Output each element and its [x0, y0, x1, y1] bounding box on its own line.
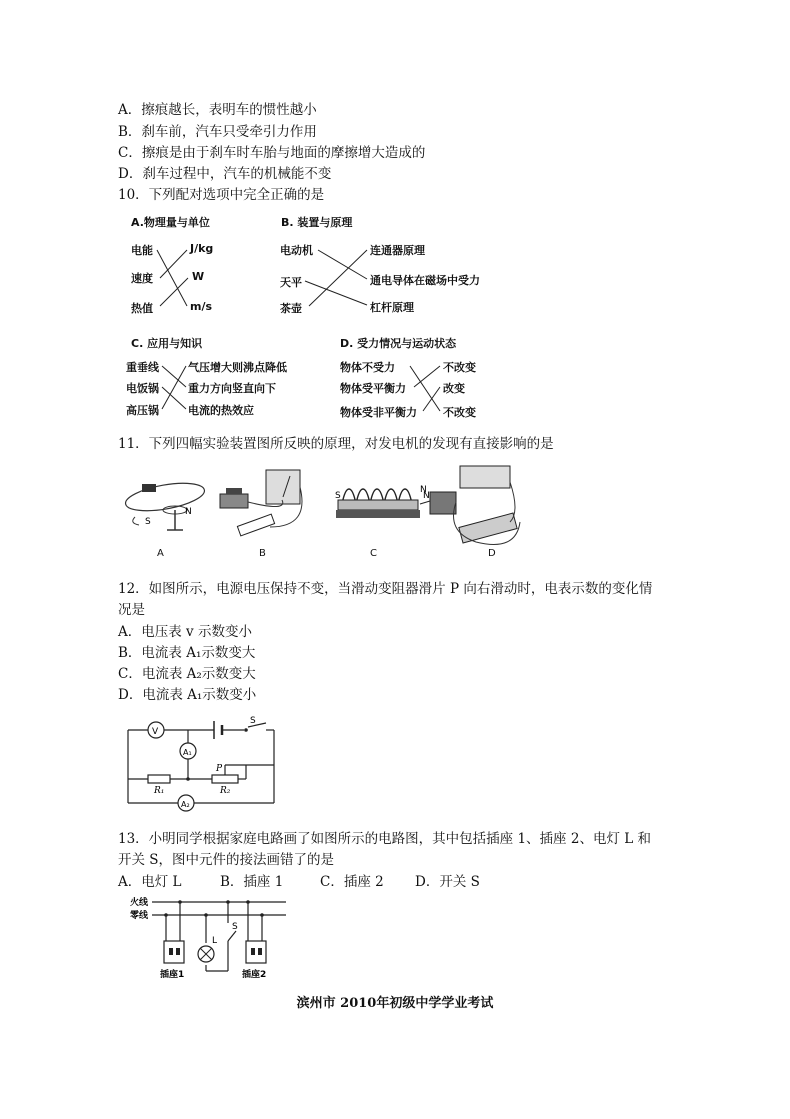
socket-2-label: 插座2	[242, 970, 267, 980]
q12-option-a: A．电压表 v 示数变小	[118, 624, 252, 640]
q11-caption-b: B	[259, 548, 266, 559]
switch-s-label-13: S	[232, 922, 238, 932]
q10-a-left-1: 电能	[131, 244, 153, 257]
q10-c-left-3: 高压锅	[126, 404, 159, 417]
q10-b-left-2: 天平	[280, 276, 302, 289]
q10-b-right-1: 连通器原理	[370, 244, 425, 257]
q12-circuit-diagram	[126, 713, 286, 813]
q10-b-right-3: 杠杆原理	[370, 301, 414, 314]
neutral-wire-label: 零线	[130, 911, 149, 921]
q11-fig-c-n-label: N	[423, 491, 430, 501]
socket-1-label: 插座1	[160, 970, 185, 980]
q12-option-c: C．电流表 A₂示数变大	[118, 666, 256, 682]
q10-c-right-1: 气压增大则沸点降低	[188, 361, 287, 374]
q10-b-title: B. 装置与原理	[281, 216, 353, 229]
q10-d-right-2: 改变	[443, 382, 465, 395]
switch-s-label: S	[250, 716, 256, 726]
q10-b-left-3: 茶壶	[280, 302, 302, 315]
q10-c-right-2: 重力方向竖直向下	[188, 382, 276, 395]
q11-experiment-figures	[120, 462, 520, 562]
q10-d-right-1: 不改变	[443, 361, 476, 374]
q10-a-title: A.物理量与单位	[131, 216, 210, 229]
q9-option-c: C．擦痕是由于刹车时车胎与地面的摩擦增大造成的	[118, 145, 426, 161]
q11-fig-d-motor	[430, 466, 520, 545]
q10-d-title: D. 受力情况与运动状态	[340, 337, 457, 350]
q11-fig-c-s-label: S	[335, 491, 341, 501]
q10-c-left-2: 电饭锅	[126, 382, 159, 395]
q10-a-left-3: 热值	[131, 302, 153, 315]
q10-b-right-2: 通电导体在磁场中受力	[370, 274, 480, 287]
q12-stem-line-2: 况是	[118, 602, 145, 618]
q11-stem: 11．下列四幅实验装置图所反映的原理，对发电机的发现有直接影响的是	[118, 436, 554, 452]
ammeter-a2-label: A₂	[181, 800, 190, 809]
q10-d-left-3: 物体受非平衡力	[340, 406, 417, 419]
voltmeter-label: V	[152, 727, 159, 737]
q10-c-title: C. 应用与知识	[131, 337, 203, 350]
slider-p-label: P	[216, 764, 223, 774]
resistor-r2-label: R₂	[220, 786, 231, 796]
q10-b-left-1: 电动机	[280, 244, 313, 257]
q10-d-left-2: 物体受平衡力	[340, 382, 406, 395]
live-wire-label: 火线	[130, 898, 149, 908]
q10-stem: 10．下列配对选项中完全正确的是	[118, 187, 325, 203]
q11-fig-b-induction	[220, 470, 302, 536]
resistor-r1-label: R₁	[154, 786, 165, 796]
q12-option-d: D．电流表 A₁示数变小	[118, 687, 257, 703]
q13-option-a: A．电灯 L	[118, 874, 182, 890]
ammeter-a1-label: A₁	[183, 748, 192, 757]
q12-stem-line-1: 12．如图所示，电源电压保持不变，当滑动变阻器滑片 P 向右滑动时，电表示数的变化情	[118, 581, 653, 597]
q10-a-right-2: W	[192, 270, 205, 283]
q9-option-b: B．刹车前，汽车只受牵引力作用	[118, 124, 317, 140]
q9-option-a: A．擦痕越长，表明车的惯性越小	[118, 102, 317, 118]
q10-c-left-1: 重垂线	[126, 361, 159, 374]
q9-option-d: D．刹车过程中，汽车的机械能不变	[118, 166, 332, 182]
q10-c-right-3: 电流的热效应	[188, 404, 254, 417]
q10-a-left-2: 速度	[131, 272, 153, 285]
q11-fig-a-n-label: N	[185, 507, 192, 517]
q11-fig-a-oersted	[124, 478, 207, 530]
q13-home-circuit-diagram	[128, 893, 298, 983]
lamp-l-label: L	[212, 936, 218, 946]
q13-stem-line-1: 13．小明同学根据家庭电路画了如图所示的电路图，其中包括插座 1、插座 2、电灯 L 和	[118, 831, 651, 847]
q10-a-right-3: m/s	[190, 300, 213, 313]
q13-stem-line-2: 开关 S，图中元件的接法画错了的是	[118, 852, 335, 868]
q11-caption-a: A	[157, 548, 164, 559]
q11-fig-d-n-label: N	[420, 485, 427, 495]
q11-fig-a-s-label: S	[145, 517, 151, 527]
q12-option-b: B．电流表 A₁示数变大	[118, 645, 256, 661]
q11-caption-d: D	[488, 548, 496, 559]
exam-title-footer: 滨州市 2010年初级中学学业考试	[296, 996, 494, 1011]
q11-caption-c: C	[370, 548, 377, 559]
q13-option-b: B．插座 1	[220, 874, 284, 890]
q13-option-c: C．插座 2	[320, 874, 384, 890]
q10-d-right-3: 不改变	[443, 406, 476, 419]
q13-option-d: D．开关 S	[415, 874, 480, 890]
q10-d-left-1: 物体不受力	[340, 361, 395, 374]
q10-a-right-1: J/kg	[190, 242, 214, 255]
